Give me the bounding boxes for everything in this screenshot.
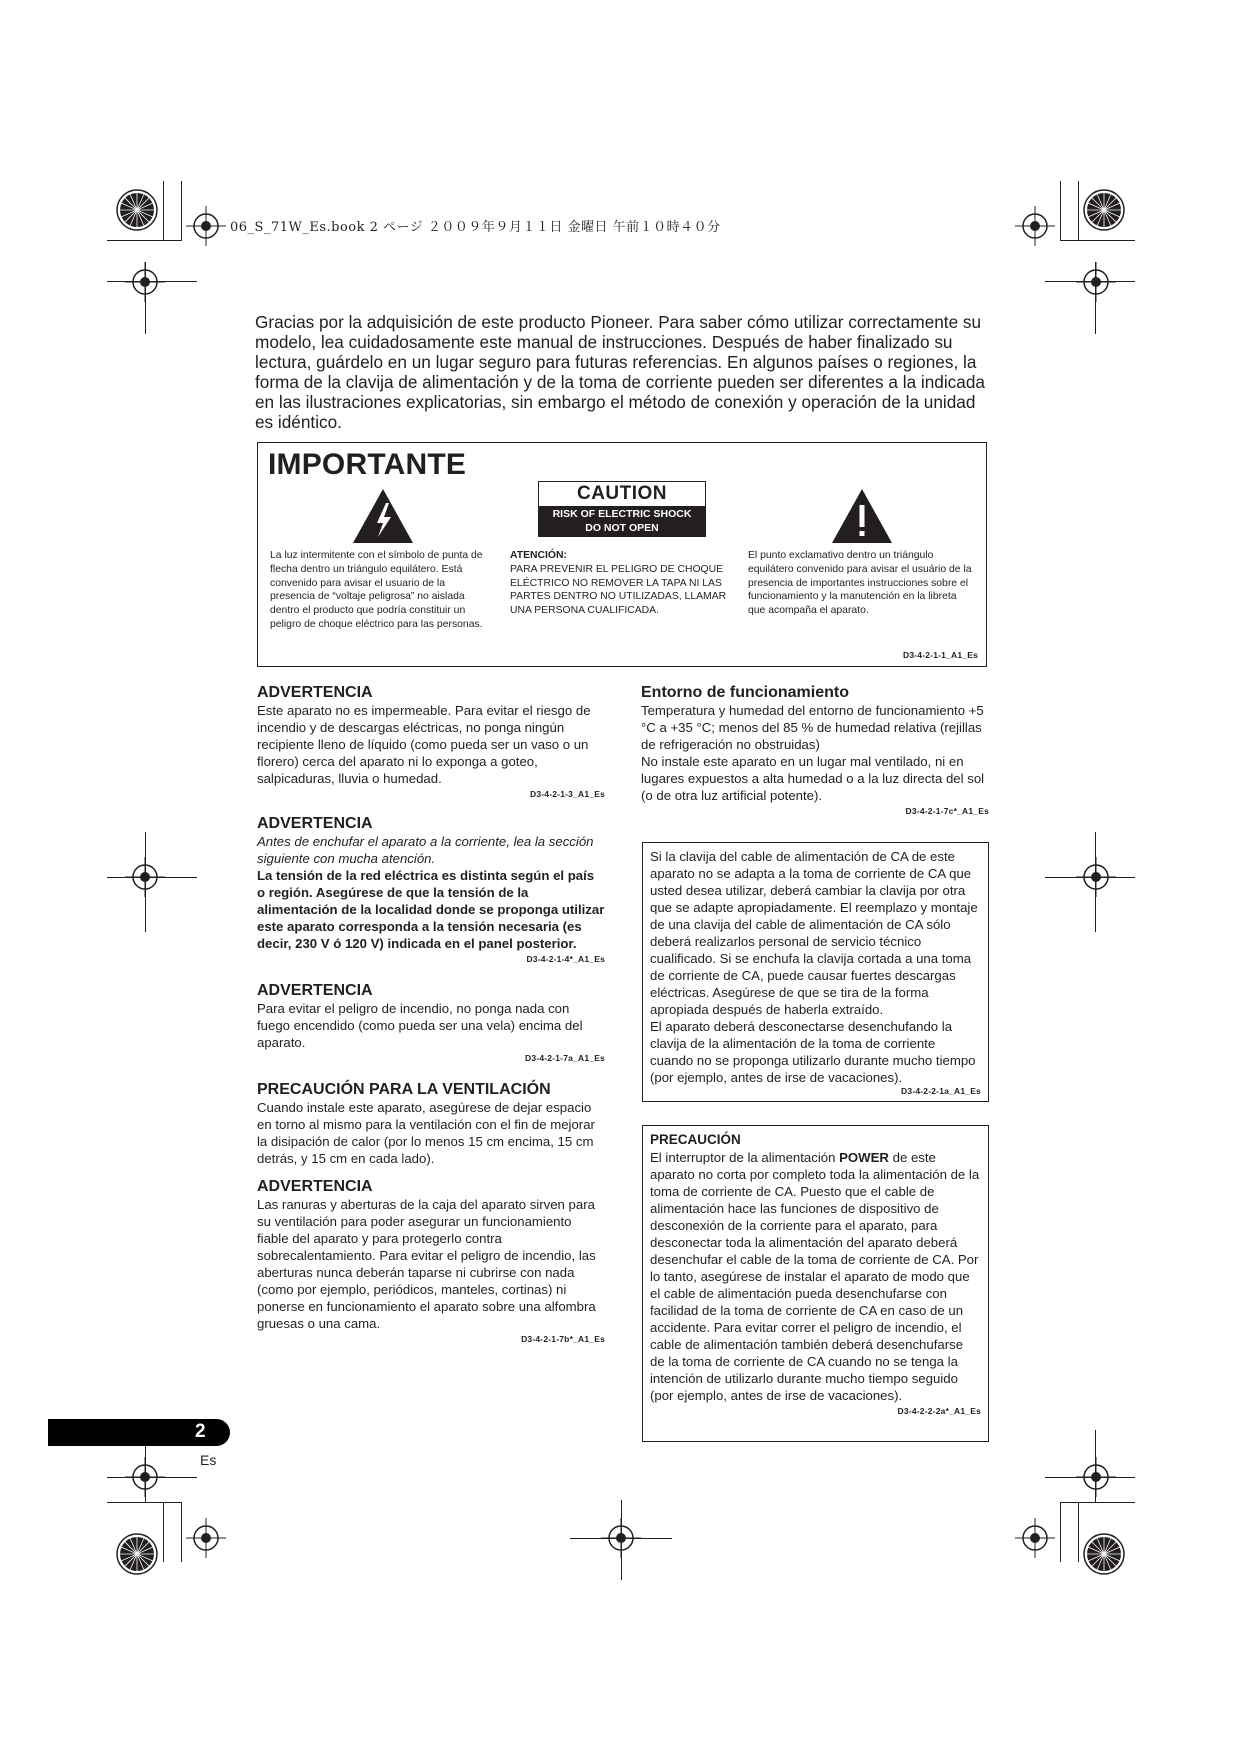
registration-crosshair-icon — [1015, 206, 1055, 246]
attention-text: PARA PREVENIR EL PELIGRO DE CHOQUE ELÉCTRICO NO REMOVER LA TAPA NI LAS PARTES DENTRO NO UTILIZADAS, LLAMAR UNA PERSONA CUALIFICADA. — [510, 563, 727, 617]
registration-crosshair-icon — [1076, 262, 1116, 302]
power-keyword: POWER — [839, 1150, 889, 1165]
section-ventilacion — [257, 1080, 605, 1167]
section-title: ADVERTENCIA — [257, 815, 373, 832]
section-title: ADVERTENCIA — [257, 982, 373, 999]
section-title: PRECAUCIÓN PARA LA VENTILACIÓN — [257, 1081, 551, 1098]
important-title: IMPORTANTE — [268, 448, 467, 481]
attention-heading: ATENCIÓN: — [510, 550, 567, 561]
reference-code: D3-4-2-1-7b*_A1_Es — [521, 1334, 605, 1344]
caution-title: CAUTION — [576, 483, 668, 504]
reference-code: D3-4-2-1-1_A1_Es — [902, 650, 978, 660]
section-italic-note: Antes de enchufar el aparato a la corriente, lea la sección siguiente con mucha atención. — [257, 834, 594, 866]
left-column — [257, 683, 605, 1344]
reference-code: D3-4-2-1-7a_A1_Es — [525, 1053, 605, 1063]
section-body: Este aparato no es impermeable. Para evitar el riesgo de incendio y de descargas eléctricas, no ponga ningún recipiente lleno de líquido (como pueda ser un vaso o un florero) cerca del aparato ni lo exponga a goteo, salpicaduras, lluvia o humedad. — [257, 703, 591, 786]
section-title: ADVERTENCIA — [257, 1178, 373, 1195]
registration-starburst-icon — [1082, 188, 1126, 232]
exclamation-symbol-explanation: El punto exclamativo dentro un triángulo equilátero convenido para avisar el usuário de la presencia de importantes instrucciones sobre el funcionamiento y la manutención en la libreta que acompaña el aparato. — [748, 550, 972, 617]
section-body: No instale este aparato en un lugar mal ventilado, ni en lugares expuestos a alta humedad o a la luz directa del sol (o de otra luz artificial potente). — [641, 754, 985, 803]
power-caution-box — [642, 1125, 989, 1442]
registration-starburst-icon — [115, 1532, 159, 1576]
caution-line-1: RISK OF ELECTRIC SHOCK — [552, 508, 692, 520]
reference-code: D3-4-2-2-1a_A1_Es — [901, 1086, 981, 1096]
section-operating-environment — [641, 683, 989, 816]
intro-paragraph: Gracias por la adquisición de este producto Pioneer. Para saber cómo utilizar correctamente su modelo, lea cuidadosamente este manual de instrucciones. Después de haber finalizado su lectura, guárdelo en un lugar seguro para futuras referencias. En algunos países o regiones, la forma de la clavija de alimentación y de la toma de corriente pueden ser diferentes a la indicada en las ilustraciones explicatorias, sin embargo el método de conexión y operación de la unidad es idéntico. — [255, 312, 985, 432]
section-body: Las ranuras y aberturas de la caja del aparato sirven para su ventilación para poder asegurar un funcionamiento fiable del aparato y para protegerlo contra sobrecalentamiento. Para evitar el peligro de incendio, las aberturas nunca deberán taparse ni cubrirse con nada (como por ejemplo, periódicos, manteles, cortinas) ni ponerse en funcionamiento el aparato sobre una alfombra gruesas o una cama. — [257, 1197, 596, 1331]
reference-code: D3-4-2-1-4*_A1_Es — [526, 954, 605, 964]
section-title: ADVERTENCIA — [257, 684, 373, 701]
body-text: El interruptor de la alimentación — [650, 1150, 840, 1165]
section-advertencia-voltage — [257, 814, 605, 964]
reference-code: D3-4-2-2-2a*_A1_Es — [897, 1406, 981, 1416]
plug-replacement-box — [642, 842, 989, 1102]
section-body: Si la clavija del cable de alimentación de CA de este aparato no se adapta a la toma de corriente de CA que usted desea utilizar, deberá cambiar la clavija por otra que se adapte apropiadamente. El reemplazo y montaje de una clavija del cable de alimentación de CA sólo deberá realizarlos personal de servicio técnico cualificado. Si se enchufa la clavija cortada a una toma de corriente de CA, puede causar fuertes descargas eléctricas. Asegúrese de que se tira de la forma apropiada después de haberla extraído. — [650, 849, 978, 1017]
important-box — [257, 442, 987, 667]
reference-code: D3-4-2-1-3_A1_Es — [529, 789, 605, 799]
section-body: Cuando instale este aparato, asegúrese de dejar espacio en torno al mismo para la ventilación con el fin de mejorar la disipación de calor (por lo menos 15 cm encima, 15 cm detrás, y 15 cm en cada lado). — [257, 1100, 595, 1166]
registration-starburst-icon — [115, 188, 159, 232]
file-info-line: 06_S_71W_Es.book 2 ページ ２００９年９月１１日 金曜日 午前１０時４０分 — [230, 220, 721, 235]
section-body — [650, 1149, 981, 1404]
caution-label — [538, 481, 706, 537]
section-body: El aparato deberá desconectarse desenchufando la clavija de la alimentación de la toma de corriente cuando no se proponga utilizarlo durante mucho tiempo (por ejemplo, antes de irse de vacaciones). — [650, 1019, 976, 1085]
exclamation-warning-icon — [830, 487, 894, 545]
registration-crosshair-icon — [1015, 1518, 1055, 1558]
registration-crosshair-icon — [186, 206, 226, 246]
page-language: Es — [200, 1452, 217, 1468]
section-advertencia-water — [257, 683, 605, 799]
section-title: PRECAUCIÓN — [650, 1132, 741, 1147]
shock-symbol-explanation: La luz intermitente con el símbolo de punta de flecha dentro un triángulo equilátero. Está convenido para avisar el usuario de la presencia de “voltaje peligrosa” no aislada dentro el producto que podría constituir un peligro de choque eléctrico para las personas. — [270, 550, 483, 630]
registration-starburst-icon — [1082, 1532, 1126, 1576]
attention-notice — [510, 549, 735, 618]
page-number: 2 — [195, 1421, 206, 1442]
reference-code: D3-4-2-1-7c*_A1_Es — [905, 806, 989, 816]
section-bold-warning: La tensión de la red eléctrica es distinta según el país o región. Asegúrese de que la tensión de la alimentación de la localidad donde se proponga utilizar este aparato corresponda a la tensión necesaria (es decir, 230 V ó 120 V) indicada en el panel posterior. — [257, 868, 605, 951]
section-advertencia-openings — [257, 1177, 605, 1344]
caution-line-2: DO NOT OPEN — [585, 522, 659, 534]
electric-shock-warning-icon — [351, 487, 415, 545]
section-advertencia-fire — [257, 981, 605, 1063]
body-text: de este aparato no corta por completo toda la alimentación de la toma de corriente de CA. Puesto que el cable de alimentación hace las funciones de dispositivo de desconexión de la corriente para el aparato, para desconectar toda la alimentación del aparato deberá desenchufar el cable de la toma de corriente de CA. Por lo tanto, asegúrese de instalar el aparato de modo que el cable de alimentación pueda desenchufarse con facilidad de la toma de corriente de CA en caso de un accidente. Para evitar correr el peligro de incendio, el cable de alimentación también deberá desenchufarse de la toma de corriente de CA cuando no se tenga la intención de utilizarlo durante mucho tiempo seguido (por ejemplo, antes de irse de vacaciones). — [650, 1150, 980, 1403]
registration-crosshair-icon — [186, 1518, 226, 1558]
caution-subtitle — [539, 506, 705, 536]
section-body: Temperatura y humedad del entorno de funcionamiento +5 °C a +35 °C; menos del 85 % de humedad relativa (rejillas de refrigeración no obstruidas) — [641, 703, 984, 752]
section-title: Entorno de funcionamiento — [641, 684, 849, 701]
section-body: Para evitar el peligro de incendio, no ponga nada con fuego encendido (como pueda ser una vela) encima del aparato. — [257, 1001, 583, 1050]
